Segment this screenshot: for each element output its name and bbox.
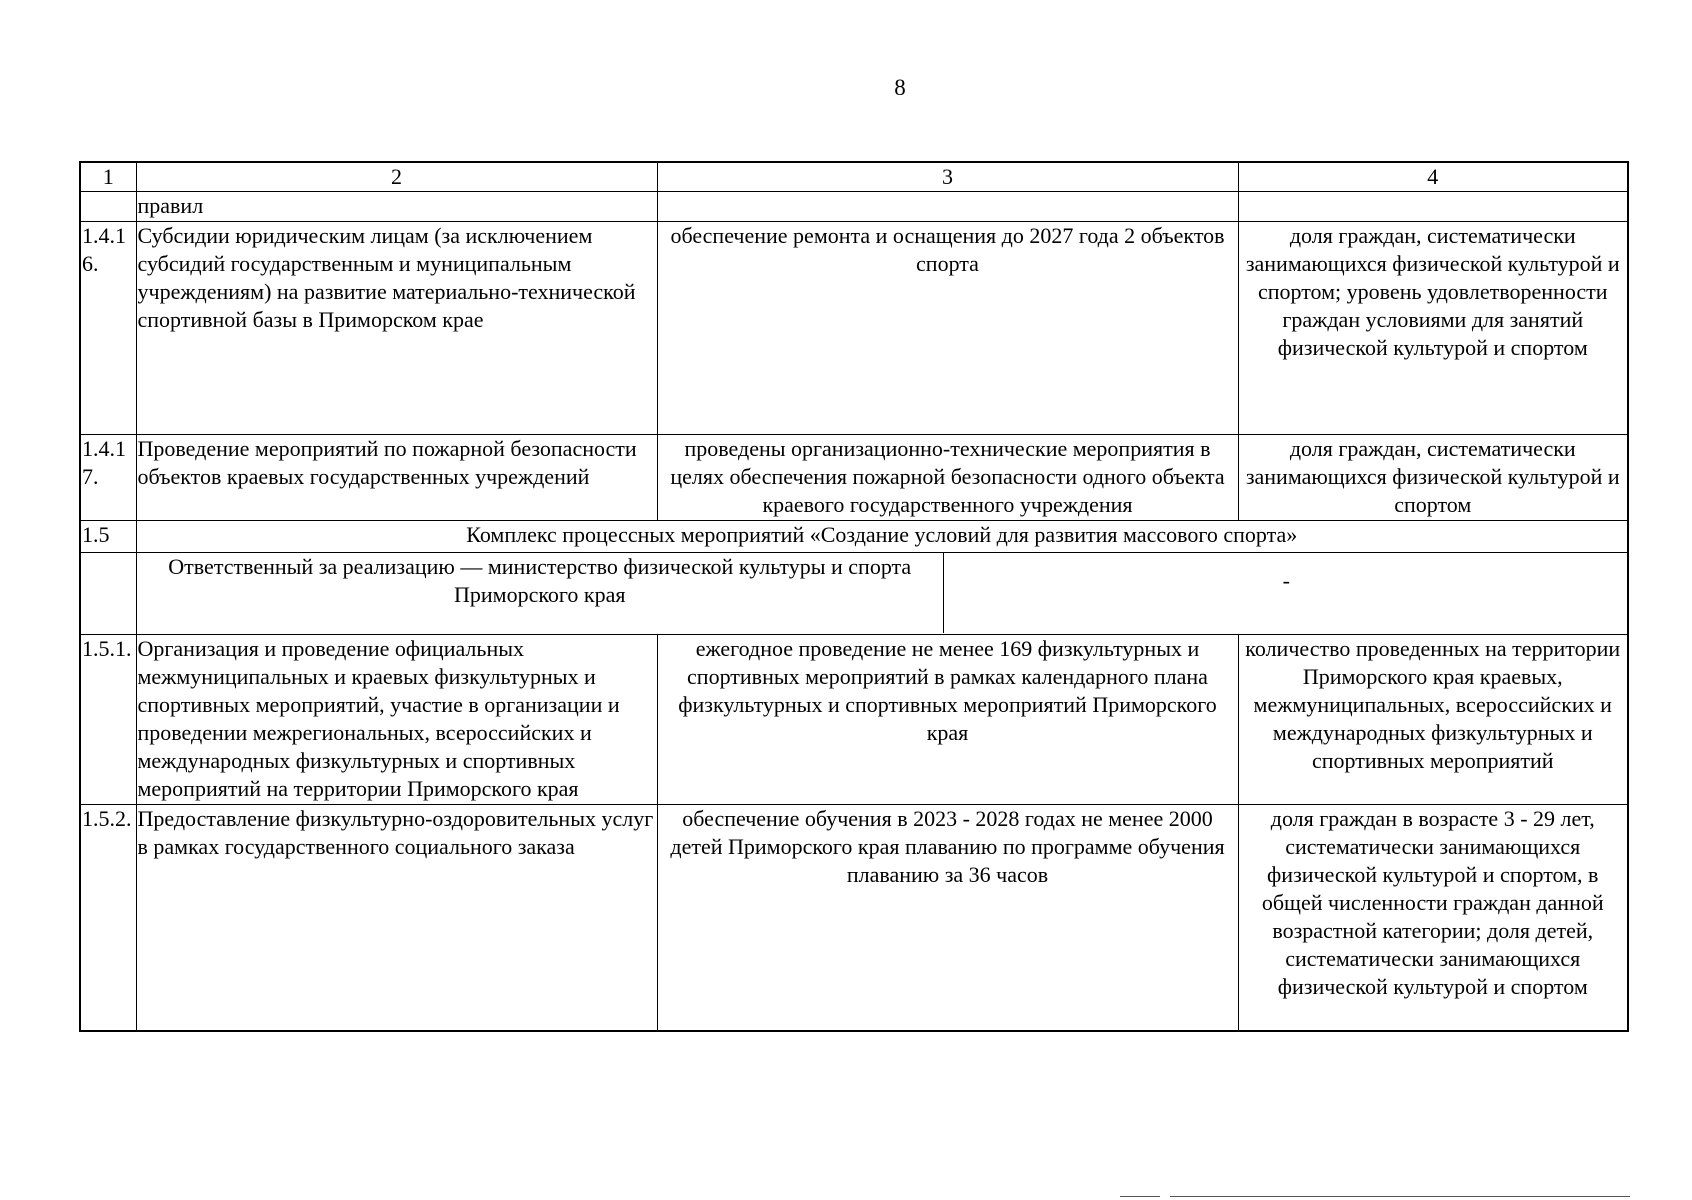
- measure-indicator: доля граждан, систематически занимающихся физической культурой и спортом: [1238, 435, 1628, 521]
- page-number: 8: [894, 75, 906, 100]
- table-row: [80, 192, 1628, 222]
- responsible-value: -: [944, 553, 1629, 633]
- table-row: [80, 805, 1628, 1031]
- measure-name: Проведение мероприятий по пожарной безопасности объектов краевых государственных учреждений: [136, 435, 657, 521]
- measure-result: обеспечение обучения в 2023 - 2028 годах не менее 2000 детей Приморского края плаванию по программе обучения плаванию за 36 часов: [657, 805, 1238, 1031]
- row-number: [80, 192, 136, 222]
- section-number: 1.5: [80, 521, 136, 553]
- measure-indicator: доля граждан, систематически занимающихся физической культурой и спортом; уровень удовлетворенности граждан условиями для занятий физической культурой и спортом: [1238, 222, 1628, 435]
- row-number: 1.4.17.: [80, 435, 136, 521]
- measure-indicator: доля граждан в возрасте 3 - 29 лет, систематически занимающихся физической культурой и спортом, в общей численности граждан данной возрастной категории; доля детей, систематически занимающихся физической культурой и спортом: [1238, 805, 1628, 1031]
- measure-name: Организация и проведение официальных межмуниципальных и краевых физкультурных и спортивных мероприятий, участие в организации и проведении межрегиональных, всероссийских и международных физкультурных и спортивных мероприятий на территории Приморского края: [136, 635, 657, 805]
- row-number: 1.5.1.: [80, 635, 136, 805]
- measure-name: правил: [136, 192, 657, 222]
- responsible-cell: [136, 553, 1628, 635]
- measure-result: [657, 192, 1238, 222]
- measures-table: [79, 161, 1629, 1032]
- row-number: 1.4.16.: [80, 222, 136, 435]
- responsible-text: Ответственный за реализацию — министерство физической культуры и спорта Приморского края: [168, 554, 912, 607]
- scan-artifact-line: [1120, 1196, 1160, 1197]
- section-title: Комплекс процессных мероприятий «Создание условий для развития массового спорта»: [136, 521, 1628, 553]
- responsible-row: [80, 553, 1628, 635]
- header-col-4: 4: [1238, 162, 1628, 192]
- table-header-row: [80, 162, 1628, 192]
- header-col-1: 1: [80, 162, 136, 192]
- row-number: 1.5.2.: [80, 805, 136, 1031]
- table-row: [80, 435, 1628, 521]
- section-row: [80, 521, 1628, 553]
- table-row: [80, 635, 1628, 805]
- measure-name: Субсидии юридическим лицам (за исключением субсидий государственным и муниципальным учреждениям) на развитие материально-технической спортивной базы в Приморском крае: [136, 222, 657, 435]
- measure-name: Предоставление физкультурно-оздоровительных услуг в рамках государственного социального заказа: [136, 805, 657, 1031]
- table-row: [80, 222, 1628, 435]
- header-col-3: 3: [657, 162, 1238, 192]
- measure-result: ежегодное проведение не менее 169 физкультурных и спортивных мероприятий в рамках календарного плана физкультурных и спортивных мероприятий Приморского края: [657, 635, 1238, 805]
- responsible-inner-table: [137, 553, 1629, 633]
- measure-indicator: количество проведенных на территории Приморского края краевых, межмуниципальных, всероссийских и международных физкультурных и спортивных мероприятий: [1238, 635, 1628, 805]
- scan-artifact-line: [1170, 1196, 1630, 1197]
- measure-result: обеспечение ремонта и оснащения до 2027 года 2 объектов спорта: [657, 222, 1238, 435]
- measure-indicator: [1238, 192, 1628, 222]
- measure-result: проведены организационно-технические мероприятия в целях обеспечения пожарной безопасности одного объекта краевого государственного учреждения: [657, 435, 1238, 521]
- responsible-number-cell: [80, 553, 136, 635]
- header-col-2: 2: [136, 162, 657, 192]
